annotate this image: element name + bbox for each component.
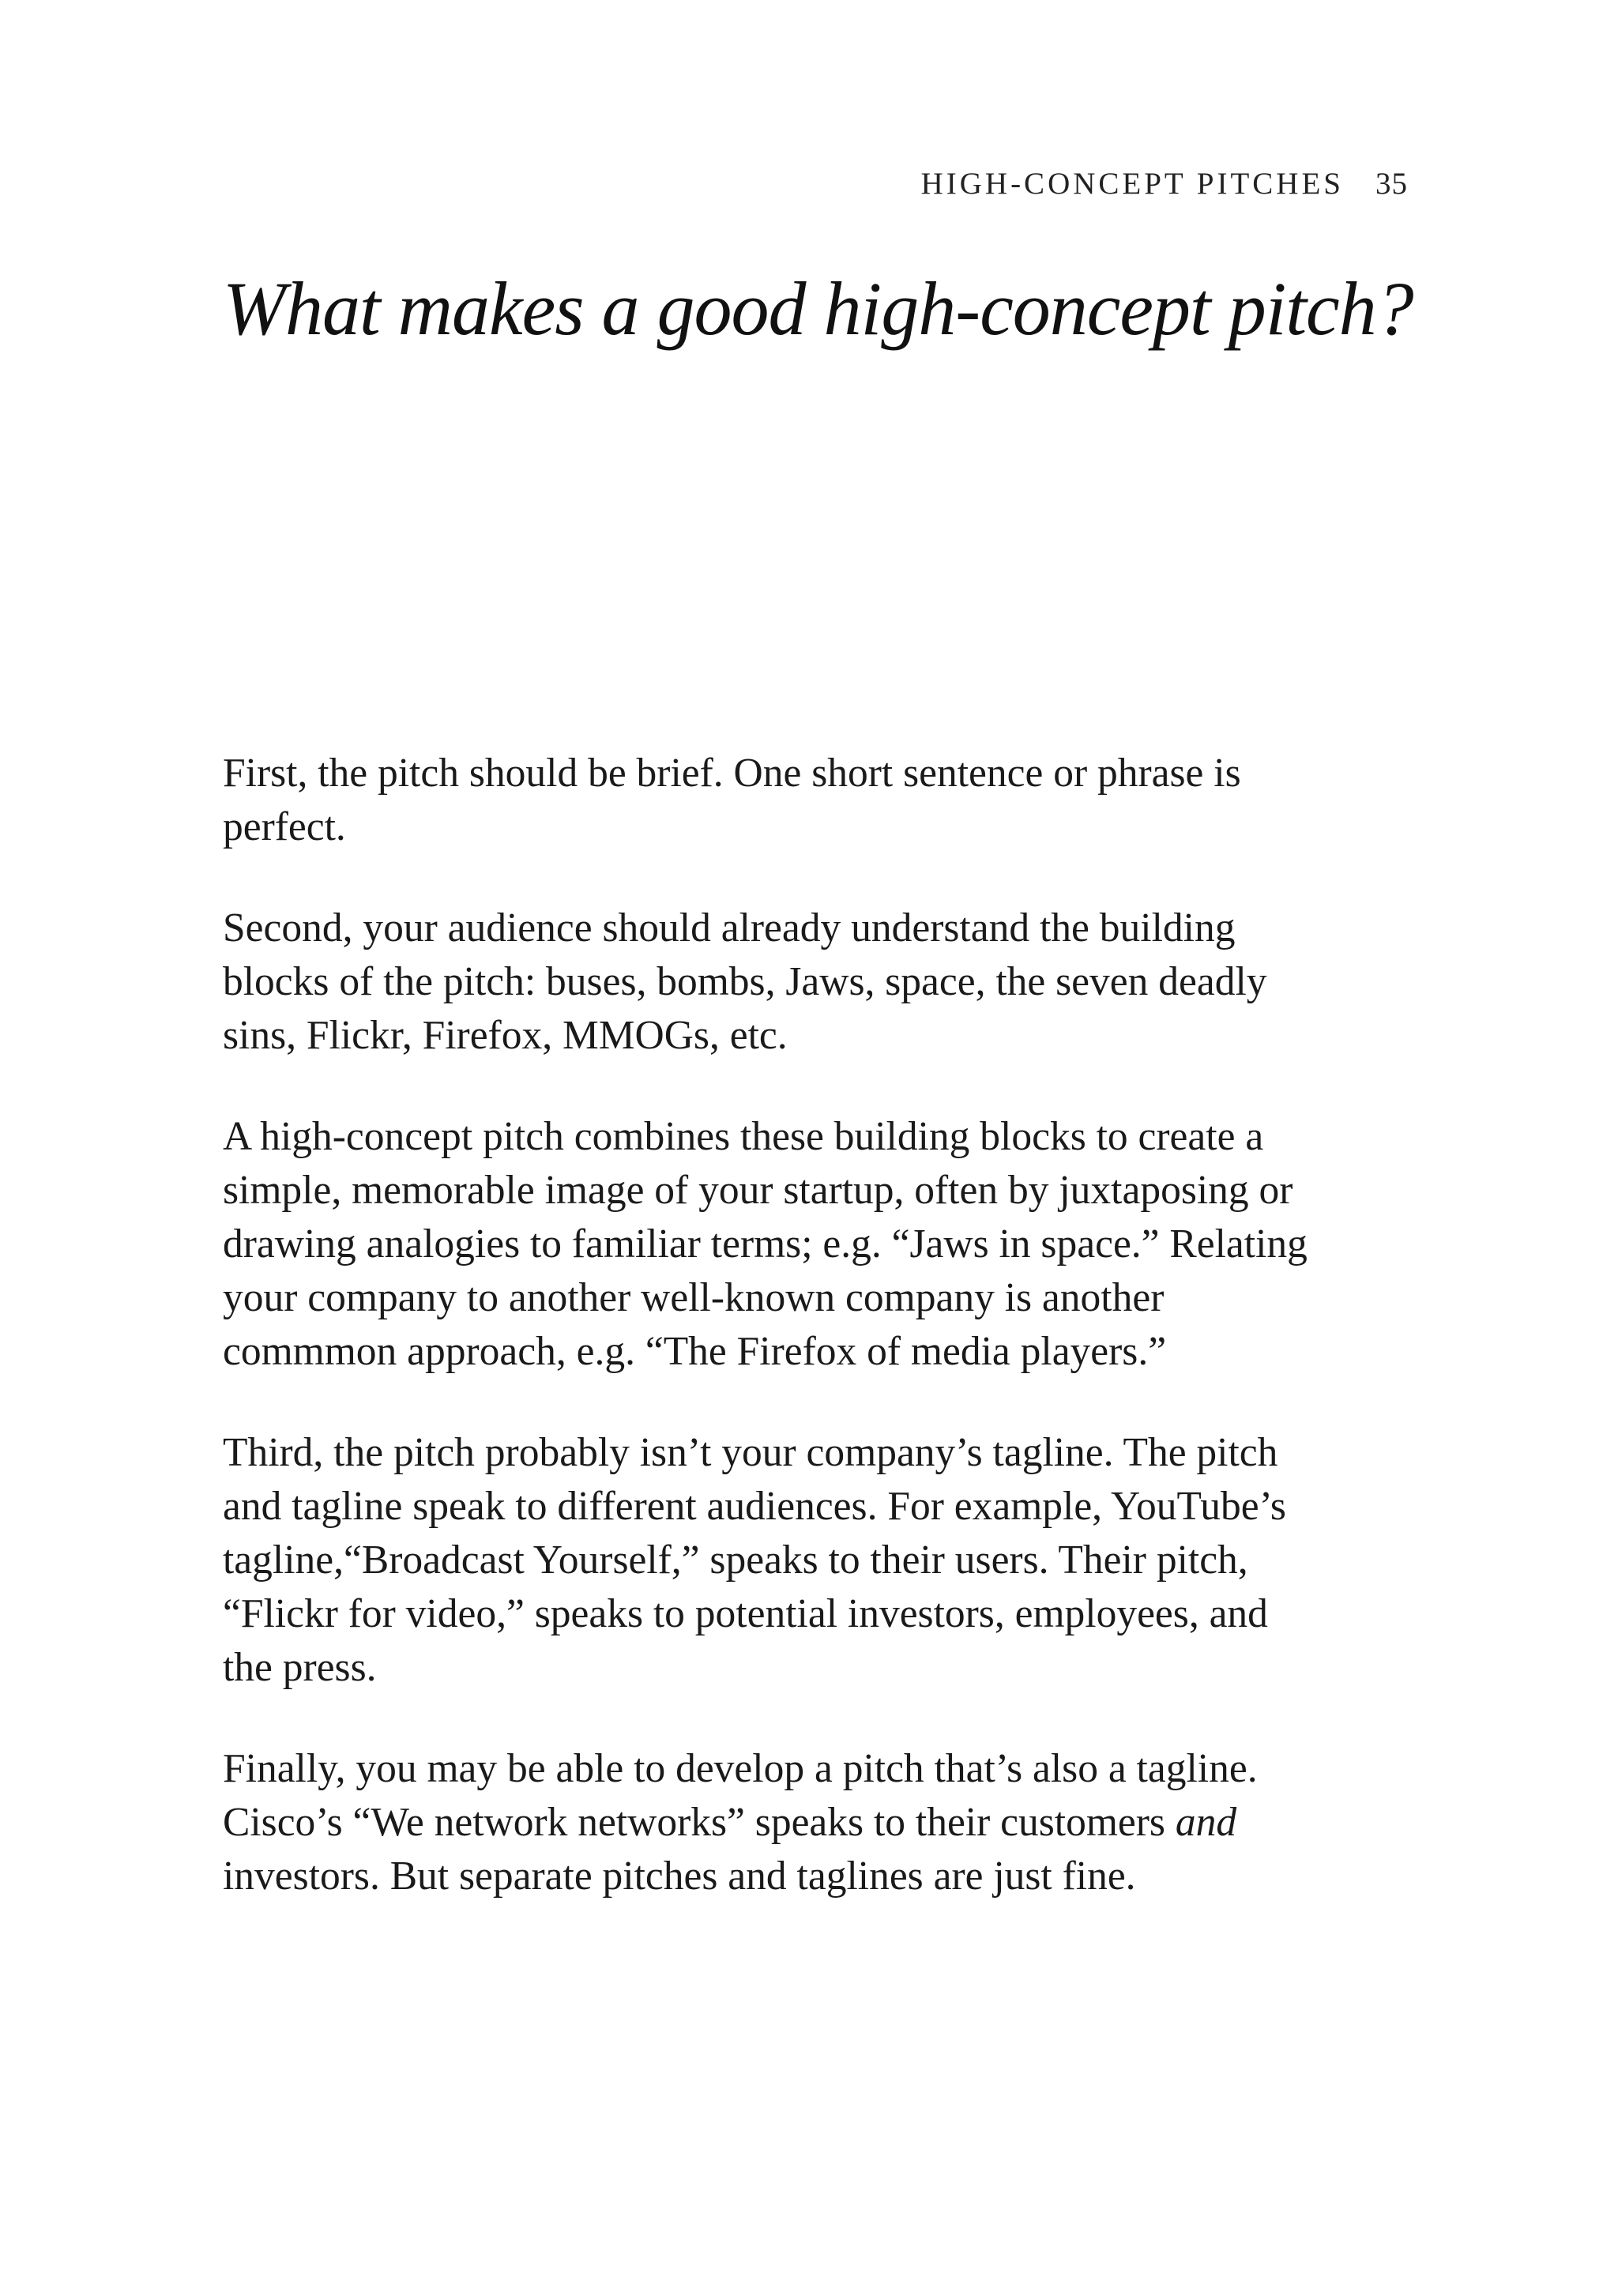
text-line: Second, your audience should already understand the building — [223, 905, 1236, 950]
paragraph-combines — [223, 1110, 1424, 1379]
text-line: investors. But separate pitches and taglines are just fine. — [223, 1854, 1136, 1899]
page-number: 35 — [1375, 167, 1408, 201]
text-line: blocks of the pitch: buses, bombs, Jaws, space, the seven deadly — [223, 959, 1267, 1004]
emphasis-text: and — [1175, 1800, 1237, 1845]
text-line: First, the pitch should be brief. One short sentence or phrase is — [223, 751, 1241, 796]
section-title: What makes a good high-concept pitch? — [223, 266, 1413, 351]
text-run: Cisco’s “We network networks” speaks to their customers — [223, 1800, 1176, 1845]
text-line: Finally, you may be able to develop a pitch that’s also a tagline. — [223, 1746, 1258, 1791]
text-line: tagline,“Broadcast Yourself,” speaks to their users. Their pitch, — [223, 1538, 1248, 1583]
paragraph-finally — [223, 1742, 1424, 1903]
text-line: Third, the pitch probably isn’t your company’s tagline. The pitch — [223, 1430, 1278, 1475]
text-line: and tagline speak to different audiences. For example, YouTube’s — [223, 1484, 1286, 1529]
text-line: your company to another well-known company is another — [223, 1275, 1165, 1320]
text-line — [223, 1796, 1424, 1850]
text-line: sins, Flickr, Firefox, MMOGs, etc. — [223, 1013, 788, 1058]
body-text — [223, 747, 1424, 1951]
paragraph-brief — [223, 747, 1424, 854]
text-line: perfect. — [223, 804, 346, 849]
text-line: “Flickr for video,” speaks to potential investors, employees, and — [223, 1591, 1268, 1636]
running-head-title: HIGH-CONCEPT PITCHES — [920, 167, 1344, 201]
paragraph-building-blocks — [223, 901, 1424, 1063]
text-line: the press. — [223, 1645, 377, 1690]
running-head — [921, 166, 1408, 201]
text-line: A high-concept pitch combines these building blocks to create a — [223, 1114, 1264, 1159]
text-line: drawing analogies to familiar terms; e.g. “Jaws in space.” Relating — [223, 1221, 1308, 1267]
text-line: simple, memorable image of your startup, often by juxtaposing or — [223, 1168, 1293, 1213]
paragraph-tagline — [223, 1426, 1424, 1695]
text-line: commmon approach, e.g. “The Firefox of media players.” — [223, 1329, 1167, 1374]
